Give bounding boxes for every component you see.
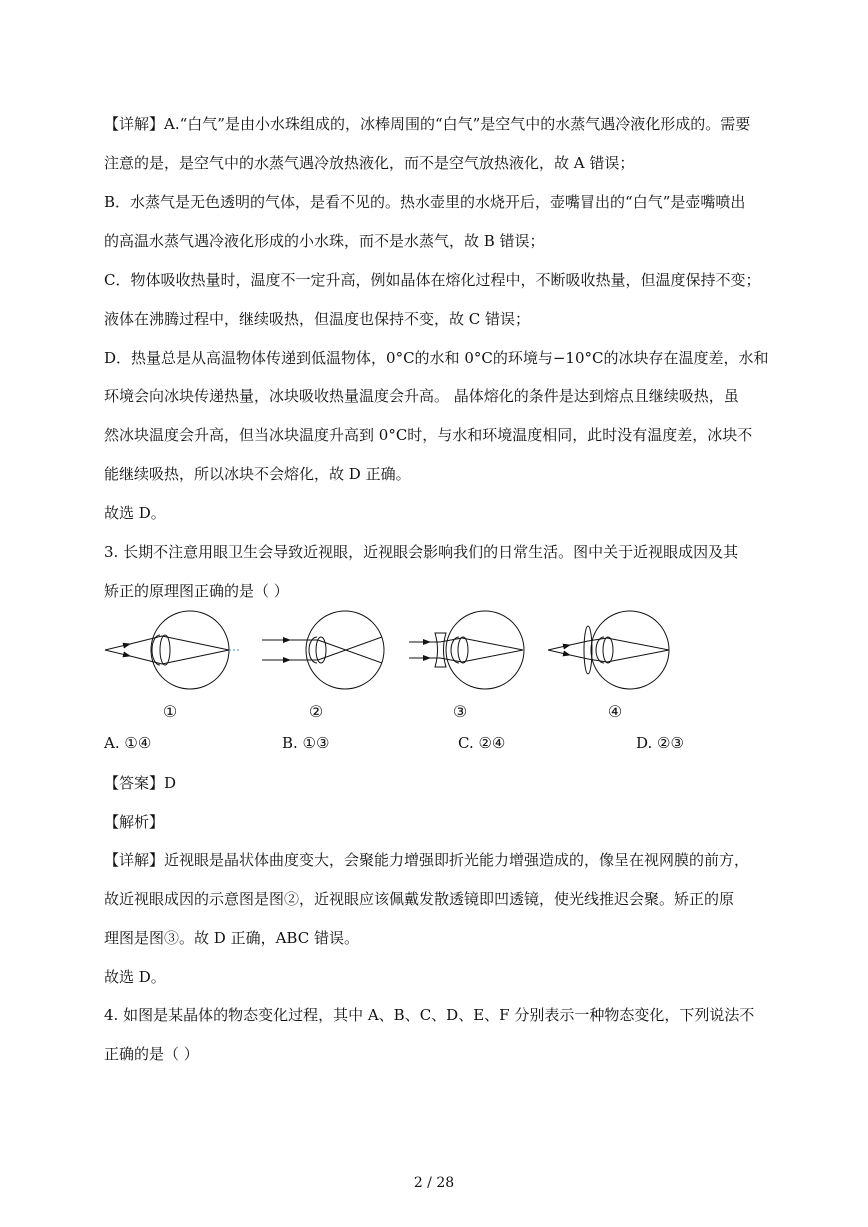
text-line: 能继续吸热，所以冰块不会熔化，故 D 正确。	[104, 465, 411, 483]
text-line: 注意的是，是空气中的水蒸气遇冷放热液化，而不是空气放热液化，故 A 错误；	[104, 154, 635, 172]
option-d: D. ②③	[636, 734, 684, 752]
figure-label-4: ④	[607, 702, 623, 721]
text-line: 的高温水蒸气遇冷液化形成的小水珠，而不是水蒸气，故 B 错误；	[104, 232, 545, 250]
text-line: 故选 D。	[104, 968, 166, 986]
question-3-line: 3. 长期不注意用眼卫生会导致近视眼，近视眼会影响我们的日常生活。图中关于近视眼成因及其	[104, 543, 739, 561]
eye-diagrams-figure	[100, 605, 690, 695]
eye-diagram-4	[548, 611, 669, 689]
analysis-heading: 【解析】	[104, 813, 165, 831]
figure-label-3: ③	[452, 702, 468, 721]
page-number: 2 / 28	[413, 1175, 455, 1191]
text-line: 【详解】近视眼是晶状体曲度变大，会聚能力增强即折光能力增强造成的，像呈在视网膜的前方，	[104, 851, 750, 869]
eye-diagram-1	[105, 611, 240, 689]
text-line: 故选 D。	[104, 504, 166, 522]
text-line: C．物体吸收热量时，温度不一定升高，例如晶体在熔化过程中，不断吸收热量，但温度保持不变；	[104, 271, 761, 289]
text-line: 故近视眼成因的示意图是图②，近视眼应该佩戴发散透镜即凹透镜，使光线推迟会聚。矫正的原	[104, 890, 735, 908]
answer-line: 【答案】D	[104, 774, 177, 792]
text-line: 然冰块温度会升高，但当冰块温度升高到 0°C时，与水和环境温度相同，此时没有温度差，冰块不	[104, 426, 753, 444]
eye-diagram-3	[409, 611, 524, 689]
question-3-line: 矫正的原理图正确的是（ ）	[104, 582, 289, 600]
question-4-line: 4. 如图是某晶体的物态变化过程，其中 A、B、C、D、E、F 分别表示一种物态变化，下列说法不	[104, 1006, 755, 1024]
option-b: B. ①③	[282, 734, 330, 752]
option-a: A. ①④	[104, 734, 152, 752]
text-line: B．水蒸气是无色透明的气体，是看不见的。热水壶里的水烧开后，壶嘴冒出的“白气”是壶嘴喷出	[104, 193, 746, 211]
option-c: C. ②④	[458, 734, 506, 752]
figure-label-2: ②	[308, 702, 324, 721]
text-line: 环境会向冰块传递热量，冰块吸收热量温度会升高。 晶体熔化的条件是达到熔点且继续吸热，虽	[104, 387, 739, 405]
figure-label-1: ①	[162, 702, 178, 721]
text-line: 【详解】A.“白气”是由小水珠组成的，冰棒周围的“白气”是空气中的水蒸气遇冷液化形成的。需要	[104, 115, 751, 133]
text-line: D．热量总是从高温物体传递到低温物体，0°C的水和 0°C的环境与−10°C的冰块存在温度差，水和	[104, 349, 769, 367]
text-line: 液体在沸腾过程中，继续吸热，但温度也保持不变，故 C 错误；	[104, 310, 531, 328]
eye-diagram-2	[262, 611, 384, 689]
text-line: 理图是图③。故 D 正确，ABC 错误。	[104, 929, 359, 947]
question-4-line: 正确的是（ ）	[104, 1045, 199, 1063]
